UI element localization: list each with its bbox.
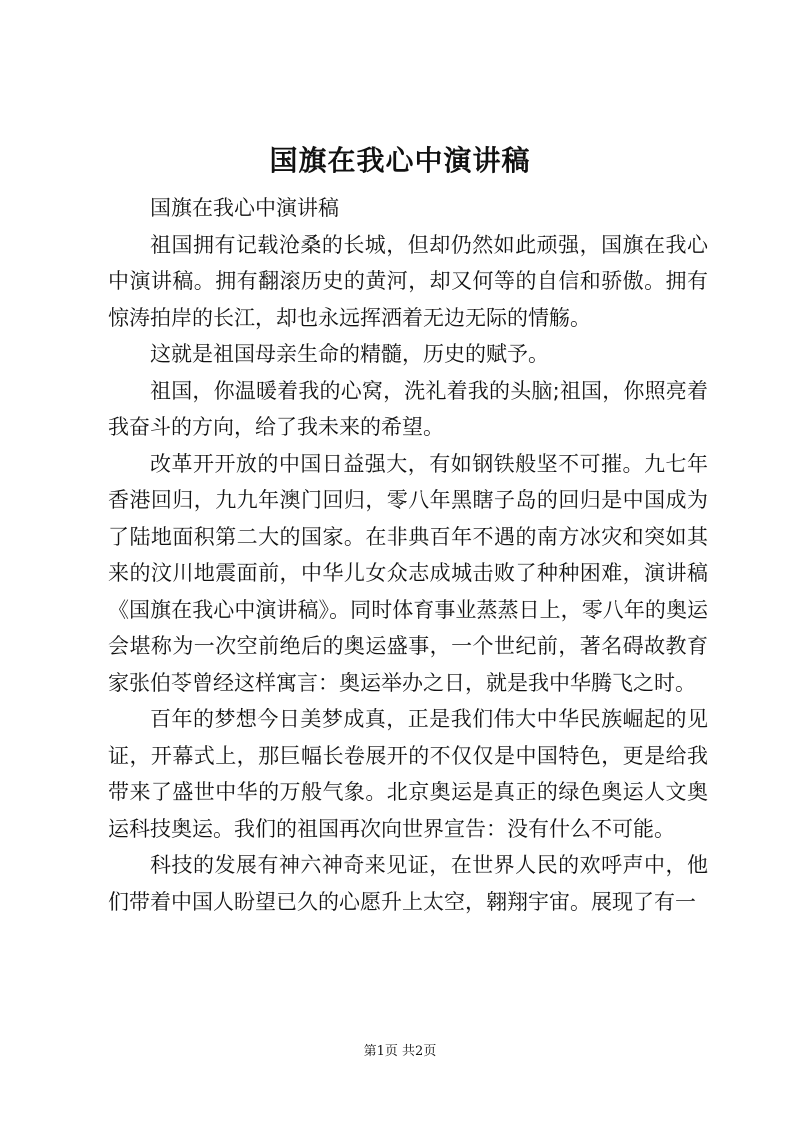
document-body: [108, 190, 708, 920]
paragraph: 改革开开放的中国日益强大，有如钢铁般坚不可摧。九七年香港回归，九九年澳门回归，零八年黑瞎子岛的回归是中国成为了陆地面积第二大的国家。在非典百年不遇的南方冰灾和突如其来的汶川地震面前，中华儿女众志成城击败了种种困难，演讲稿《国旗在我心中演讲稿》。同时体育事业蒸蒸日上，零八年的奥运会堪称为一次空前绝后的奥运盛事，一个世纪前，著名碍故教育家张伯苓曾经这样寓言：奥运举办之日，就是我中华腾飞之时。: [108, 451, 708, 695]
paragraph: 百年的梦想今日美梦成真，正是我们伟大中华民族崛起的见证，开幕式上，那巨幅长卷展开的不仅仅是中国特色，更是给我带来了盛世中华的万般气象。北京奥运是真正的绿色奥运人文奥运科技奥运。我们的祖国再次向世界宣告：没有什么不可能。: [108, 707, 708, 841]
document-title: 国旗在我心中演讲稿: [269, 144, 531, 177]
paragraph: 国旗在我心中演讲稿: [150, 196, 339, 220]
paragraph: 科技的发展有神六神奇来见证，在世界人民的欢呼声中，他们带着中国人盼望已久的心愿升上太空，翱翔宇宙。展现了有一: [108, 853, 708, 914]
paragraph: 祖国，你温暖着我的心窝，洗礼着我的头脑;祖国，你照亮着我奋斗的方向，给了我未来的希望。: [108, 378, 708, 439]
paragraph: 这就是祖国母亲生命的精髓，历史的赋予。: [150, 342, 549, 366]
page-footer: 第1页 共2页: [363, 1044, 437, 1059]
paragraph: 祖国拥有记载沧桑的长城，但却仍然如此顽强，国旗在我心中演讲稿。拥有翻滚历史的黄河，却又何等的自信和骄傲。拥有惊涛拍岸的长江，却也永远挥洒着无边无际的情觞。: [108, 232, 708, 330]
